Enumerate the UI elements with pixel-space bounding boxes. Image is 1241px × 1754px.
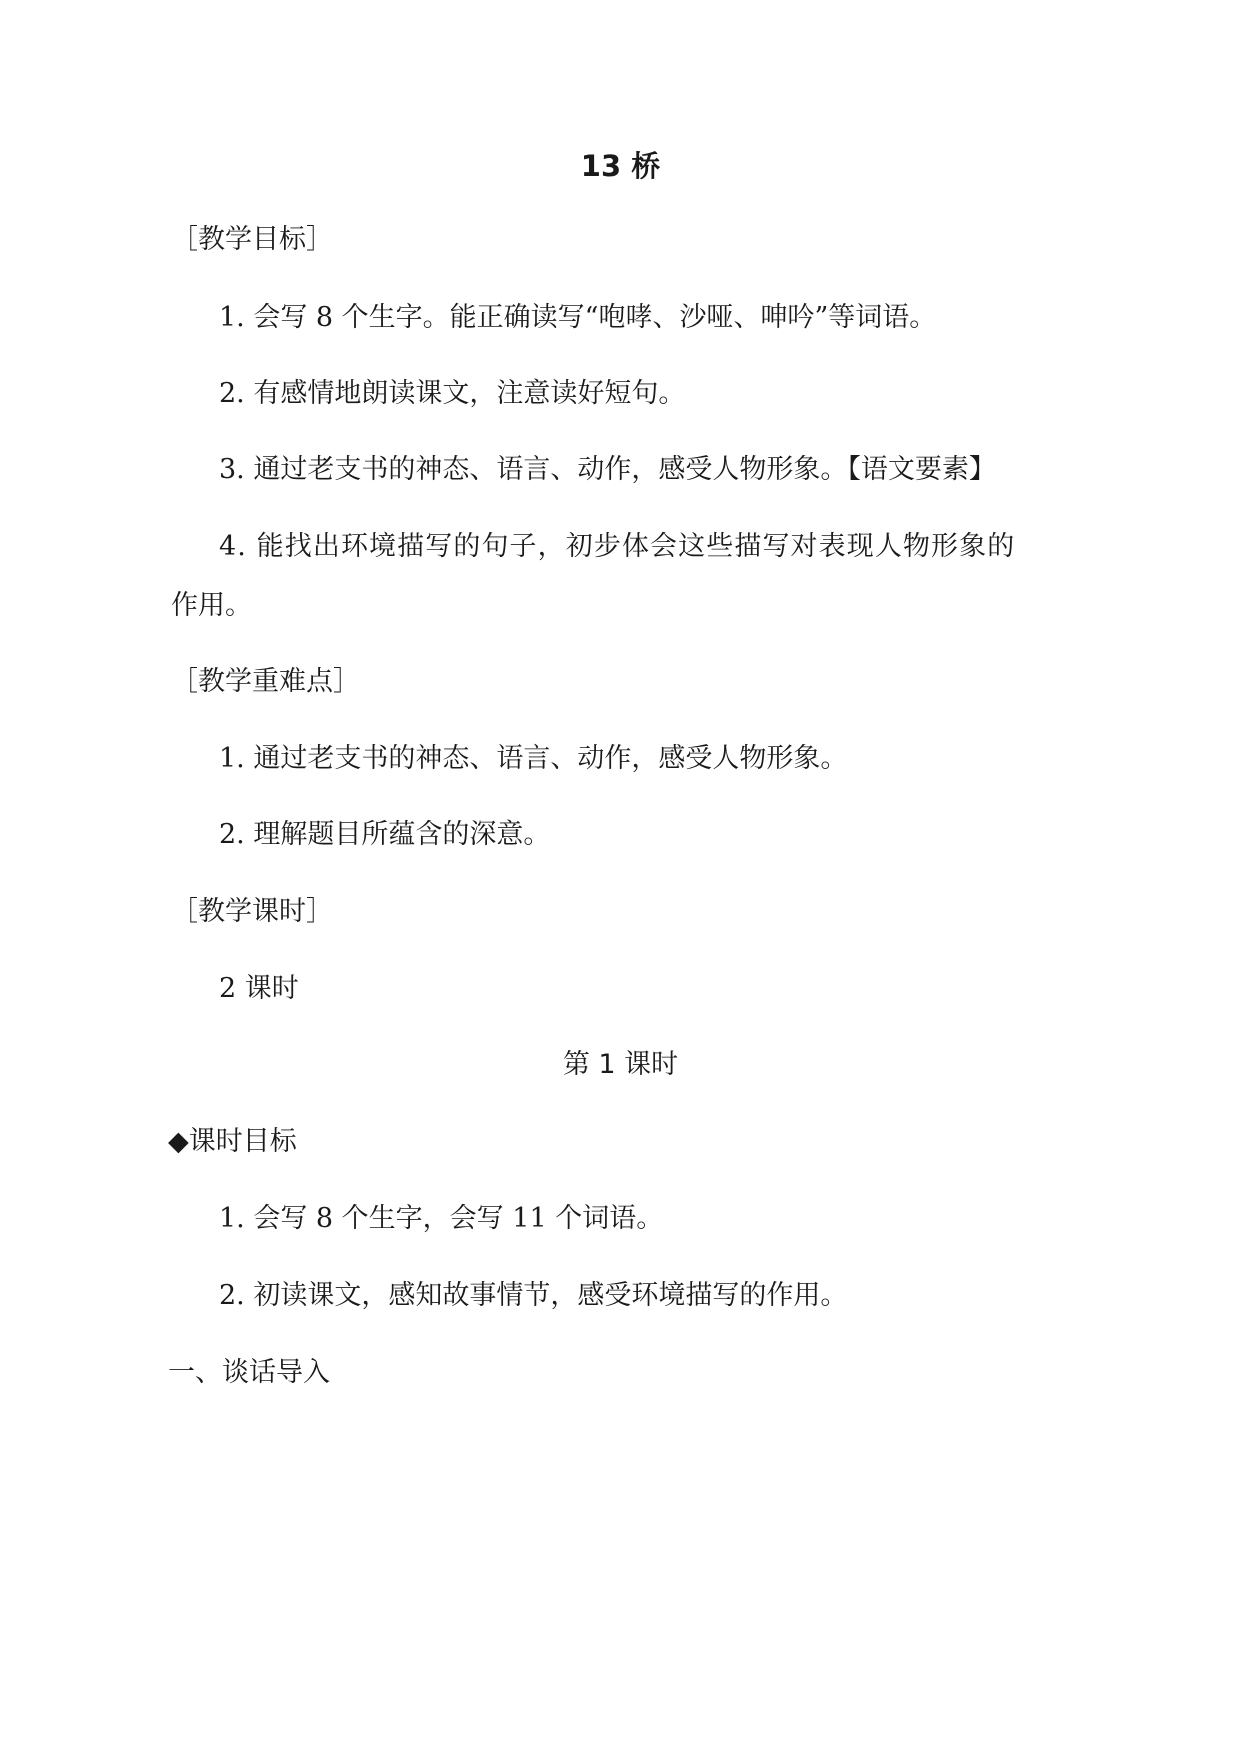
goal-item-4: 4. 能找出环境描写的句子，初步体会这些描写对表现人物形象的 <box>219 531 1016 562</box>
periods-heading: ［教学课时］ <box>171 896 333 927</box>
goal-item-3: 3. 通过老支书的神态、语言、动作，感受人物形象。【语文要素】 <box>219 454 996 485</box>
goal-item-4-continued: 作用。 <box>171 590 252 621</box>
key-points-heading: ［教学重难点］ <box>171 666 360 697</box>
part-one-heading: 一、谈话导入 <box>168 1357 330 1388</box>
document-title: 13 桥 <box>580 149 661 183</box>
lesson-goal-item-2: 2. 初读课文，感知故事情节，感受环境描写的作用。 <box>219 1280 848 1311</box>
goal-item-1: 1. 会写 8 个生字。能正确读写“咆哮、沙哑、呻吟”等词语。 <box>219 302 937 333</box>
key-point-item-1: 1. 通过老支书的神态、语言、动作，感受人物形象。 <box>219 743 848 774</box>
key-point-item-2: 2. 理解题目所蕴含的深意。 <box>219 819 551 850</box>
goals-heading: ［教学目标］ <box>171 224 333 255</box>
goal-item-2: 2. 有感情地朗读课文，注意读好短句。 <box>219 378 686 409</box>
periods-value: 2 课时 <box>219 973 299 1004</box>
lesson-goal-item-1: 1. 会写 8 个生字，会写 11 个词语。 <box>219 1203 664 1234</box>
lesson-title: 第 1 课时 <box>562 1049 679 1080</box>
lesson-goals-heading: ◆课时目标 <box>168 1126 297 1157</box>
